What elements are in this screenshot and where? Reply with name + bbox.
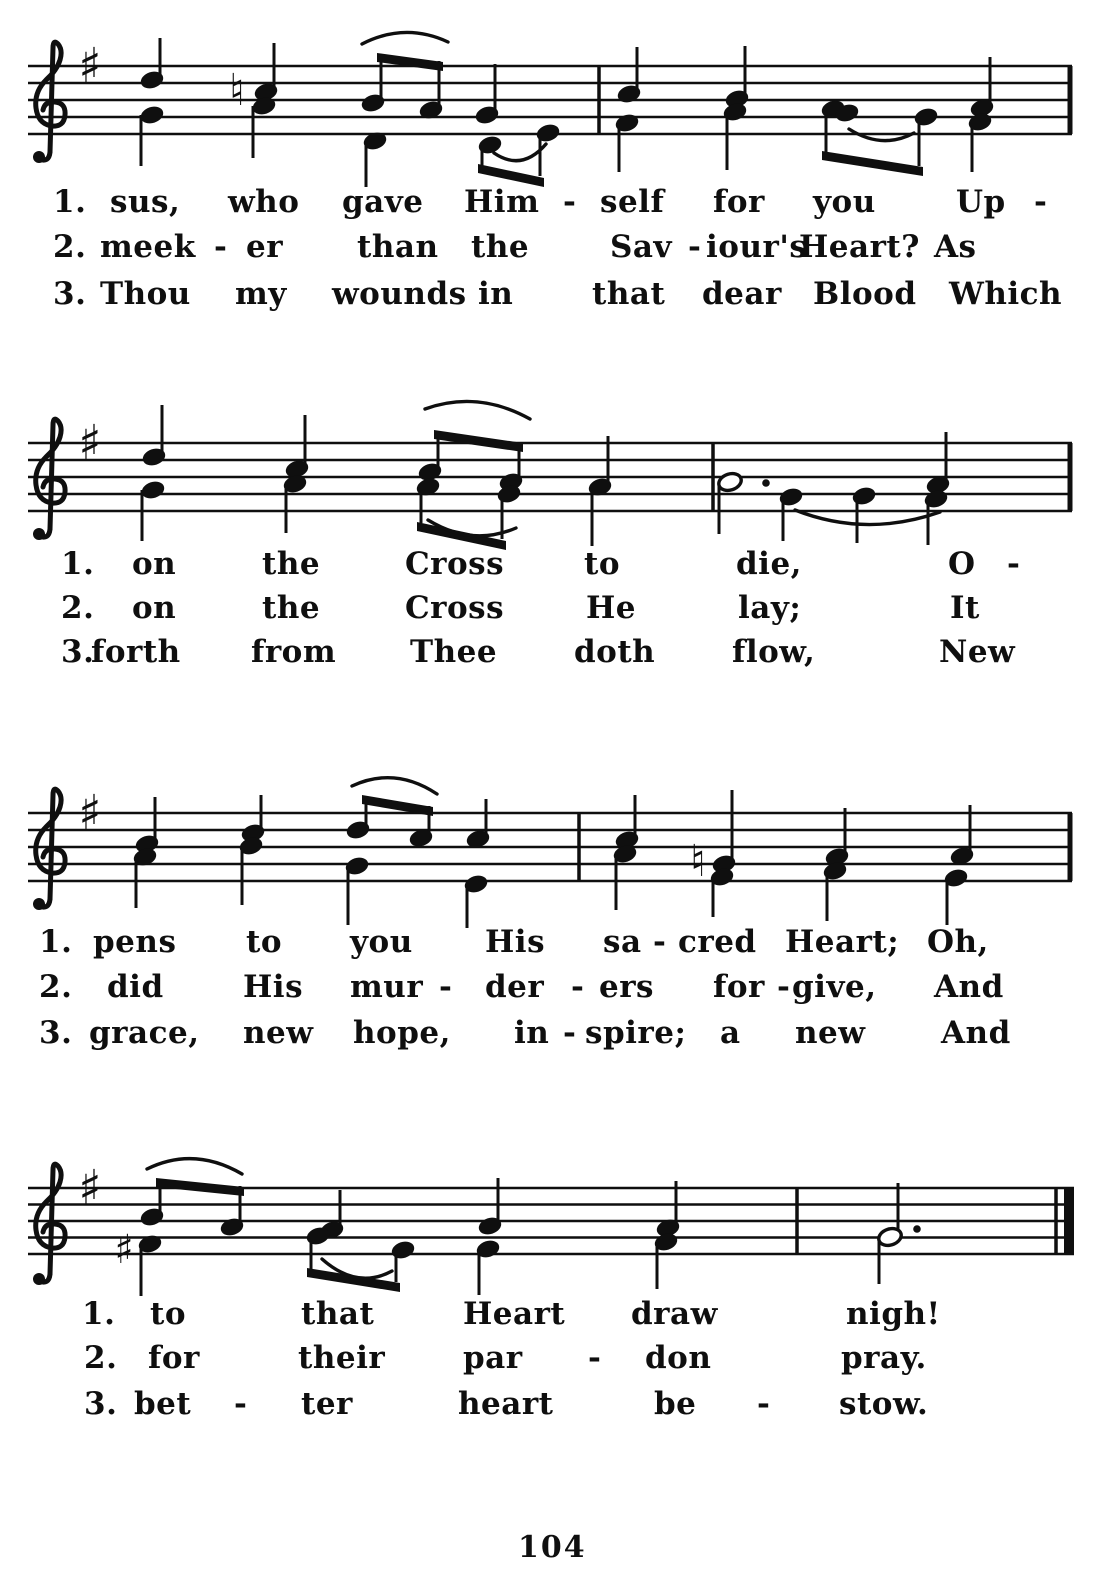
lyric-word: Cross (405, 546, 505, 582)
lyric-word: - (439, 969, 453, 1005)
lyric-word: Which (949, 276, 1063, 312)
lyric-word: nigh! (846, 1296, 941, 1332)
slur (147, 1159, 242, 1174)
lyric-word: - (653, 924, 667, 960)
lyric-word: er (246, 229, 284, 265)
notehead (139, 104, 166, 126)
lyric-word: Oh, (927, 924, 989, 960)
lyric-word: that (301, 1296, 375, 1332)
lyric-word: hope, (353, 1015, 451, 1051)
lyric-word: forth (91, 634, 181, 670)
natural-accidental-icon: ♮ (229, 65, 245, 116)
key-signature-sharp-icon: ♯ (78, 415, 102, 471)
lyric-word: - (588, 1340, 602, 1376)
verse-number: 1. (39, 924, 73, 960)
lyric-word: a (720, 1015, 741, 1051)
lyric-word: from (251, 634, 337, 670)
lyric-word: His (485, 924, 546, 960)
lyric-word: ers (599, 969, 655, 1005)
lyric-word: And (941, 1015, 1011, 1051)
lyric-word: His (243, 969, 304, 1005)
verse-number: 1. (82, 1296, 116, 1332)
sharp-accidental-icon: ♯ (114, 1227, 134, 1273)
lyric-word: on (132, 590, 177, 626)
lyric-word: on (132, 546, 177, 582)
lyric-word: It (950, 590, 980, 626)
verse-number: 2. (84, 1340, 118, 1376)
lyric-word: to (150, 1296, 186, 1332)
lyric-word: - (563, 1015, 577, 1051)
verse-number: 3. (61, 634, 95, 670)
lyric-word: for (713, 184, 765, 220)
beam (434, 430, 523, 452)
lyric-word: cred (678, 924, 757, 960)
lyric-word: spire; (585, 1015, 687, 1051)
augmentation-dot (913, 1225, 921, 1233)
slur (362, 32, 448, 44)
treble-clef-icon (36, 42, 65, 152)
verse-number: 2. (61, 590, 95, 626)
lyric-word: in (478, 276, 514, 312)
lyric-word: As (934, 229, 977, 265)
lyric-word: pens (93, 924, 177, 960)
treble-clef-icon (36, 789, 65, 899)
lyric-word: dear (702, 276, 782, 312)
lyric-word: Cross (405, 590, 505, 626)
lyric-word: Heart (463, 1296, 566, 1332)
lyric-word: - (757, 1386, 771, 1422)
lyric-word: in (514, 1015, 550, 1051)
verse-number: 2. (39, 969, 73, 1005)
lyric-word: the (471, 229, 530, 265)
verse-number: 1. (53, 184, 87, 220)
lyric-word: for (713, 969, 765, 1005)
half-notehead (877, 1226, 904, 1248)
lyric-word: the (262, 590, 321, 626)
key-signature-sharp-icon: ♯ (78, 1160, 102, 1216)
lyric-word: give, (792, 969, 877, 1005)
final-barline (1064, 1187, 1074, 1255)
lyric-word: don (645, 1340, 712, 1376)
notehead (251, 95, 278, 117)
lyric-word: doth (574, 634, 656, 670)
lyric-word: be (654, 1386, 697, 1422)
lyric-word: - (571, 969, 585, 1005)
verse-number: 3. (84, 1386, 118, 1422)
lyric-word: iour's (706, 229, 808, 265)
lyric-word: bet (134, 1386, 192, 1422)
lyric-word: lay; (738, 590, 802, 626)
lyric-word: He (586, 590, 637, 626)
lyric-word: wounds (332, 276, 467, 312)
beam (822, 151, 923, 176)
lyric-word: Thou (100, 276, 191, 312)
beam (156, 1178, 244, 1196)
verse-number: 3. (53, 276, 87, 312)
treble-clef-icon (33, 528, 45, 540)
lyric-word: Blood (813, 276, 917, 312)
lyric-word: And (934, 969, 1004, 1005)
lyric-word: der (485, 969, 545, 1005)
treble-clef-icon (33, 1273, 45, 1285)
lyric-word: mur (350, 969, 424, 1005)
lyric-word: Heart; (785, 924, 900, 960)
lyric-word: sus, (110, 184, 181, 220)
lyric-word: - (563, 184, 577, 220)
page-number: 104 (518, 1530, 587, 1565)
verse-number: 3. (39, 1015, 73, 1051)
augmentation-dot (762, 479, 770, 487)
lyric-word: stow. (839, 1386, 929, 1422)
slur (494, 144, 546, 161)
lyric-word: you (813, 184, 876, 220)
half-notehead (717, 471, 744, 493)
treble-clef-icon (33, 898, 45, 910)
lyric-word: - (1034, 184, 1048, 220)
lyric-word: Thee (410, 634, 498, 670)
lyric-word: heart (458, 1386, 554, 1422)
lyric-word: meek (100, 229, 196, 265)
lyric-word: did (107, 969, 164, 1005)
treble-clef-icon (36, 1164, 65, 1274)
lyric-word: - (214, 229, 228, 265)
lyric-word: than (357, 229, 439, 265)
lyric-word: - (234, 1386, 248, 1422)
lyric-word: for (148, 1340, 200, 1376)
lyric-word: new (795, 1015, 866, 1051)
notehead (390, 1239, 417, 1261)
lyric-word: O (948, 546, 976, 582)
lyric-word: Up (956, 184, 1006, 220)
lyric-word: Heart? (799, 229, 920, 265)
lyric-word: Him (464, 184, 540, 220)
key-signature-sharp-icon: ♯ (78, 38, 102, 94)
lyric-word: pray. (841, 1340, 927, 1376)
lyric-word: - (777, 969, 791, 1005)
beam (377, 53, 443, 71)
lyric-word: my (235, 276, 287, 312)
lyric-word: grace, (89, 1015, 200, 1051)
lyric-word: sa (603, 924, 642, 960)
lyric-word: you (350, 924, 413, 960)
verse-number: 1. (61, 546, 95, 582)
lyric-word: their (298, 1340, 386, 1376)
treble-clef-icon (36, 419, 65, 529)
beam (307, 1268, 400, 1292)
notehead (140, 479, 167, 501)
verse-number: 2. (53, 229, 87, 265)
lyric-word: New (939, 634, 1016, 670)
lyric-word: new (243, 1015, 314, 1051)
lyric-word: flow, (732, 634, 816, 670)
lyric-word: Sav (610, 229, 672, 265)
treble-clef-icon (33, 151, 45, 163)
notehead (851, 485, 878, 507)
notehead (913, 106, 940, 128)
lyric-word: that (592, 276, 666, 312)
lyric-word: to (246, 924, 282, 960)
lyric-word: who (228, 184, 300, 220)
slur (425, 401, 530, 419)
slur (352, 778, 437, 794)
lyric-word: - (1007, 546, 1021, 582)
natural-accidental-icon: ♮ (690, 836, 706, 887)
lyric-word: - (688, 229, 702, 265)
lyric-word: the (262, 546, 321, 582)
lyric-word: par (463, 1340, 523, 1376)
lyric-word: self (600, 184, 665, 220)
key-signature-sharp-icon: ♯ (78, 785, 102, 841)
lyric-word: draw (631, 1296, 718, 1332)
lyric-word: ter (301, 1386, 353, 1422)
lyric-word: to (584, 546, 620, 582)
lyric-word: gave (342, 184, 424, 220)
lyric-word: die, (736, 546, 802, 582)
